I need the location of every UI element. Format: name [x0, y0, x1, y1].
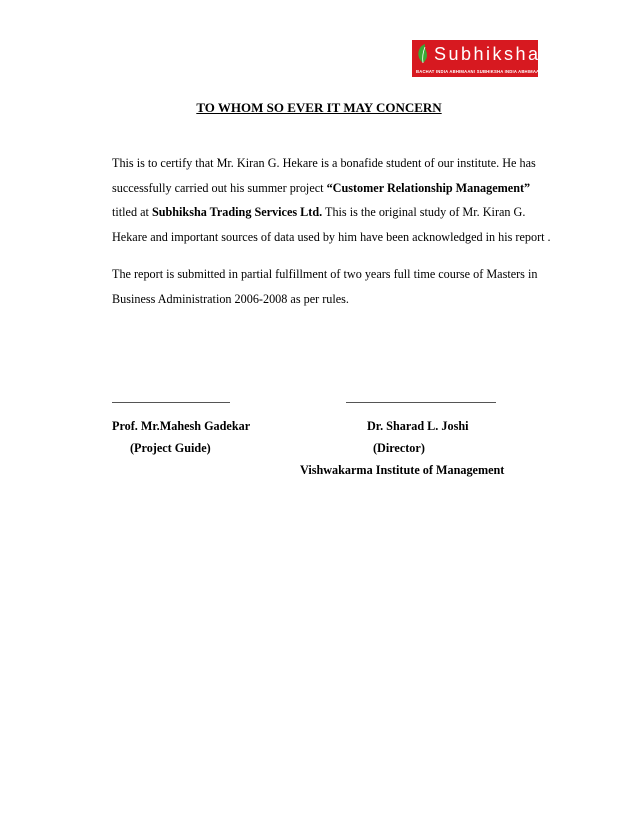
paragraph-line: The report is submitted in partial fulfillment of two years full time course of Masters in — [112, 267, 538, 281]
guide-name: Prof. Mr.Mahesh Gadekar — [112, 419, 251, 433]
left-signature-line — [112, 402, 230, 403]
guide-role: (Project Guide) — [130, 441, 211, 455]
text-run: This is the original study of Mr. Kiran G. — [322, 205, 526, 219]
certificate-paragraph — [112, 151, 551, 249]
project-title: “Customer Relationship Management” — [326, 180, 531, 195]
leaf-icon — [416, 44, 430, 64]
page-title: TO WHOM SO EVER IT MAY CONCERN — [196, 100, 442, 115]
right-signature-line — [346, 402, 496, 403]
director-role: (Director) — [373, 441, 425, 455]
paragraph-line — [112, 176, 551, 201]
paragraph-line: Business Administration 2006-2008 as per rules. — [112, 291, 349, 306]
paragraph-line: This is to certify that Mr. Kiran G. Hekare is a bonafide student of our institute. He has — [112, 156, 536, 170]
logo-tagline: BACHAT INDIA ABHIMAAN! SUBHIKSHA INDIA ABHIMAAN! — [416, 69, 545, 74]
institute-name: Vishwakarma Institute of Management — [300, 463, 505, 477]
paragraph-line: Hekare and important sources of data used by him have been acknowledged in his report . — [112, 229, 551, 244]
text-run: titled at — [112, 205, 152, 219]
director-name: Dr. Sharad L. Joshi — [367, 419, 469, 433]
paragraph-line — [112, 200, 551, 225]
company-name: Subhiksha Trading Services Ltd. — [151, 205, 323, 219]
text-run: successfully carried out his summer project — [112, 180, 327, 195]
submission-paragraph — [112, 262, 537, 311]
logo-wordmark: Subhiksha — [434, 44, 541, 64]
subhiksha-logo — [412, 40, 545, 77]
